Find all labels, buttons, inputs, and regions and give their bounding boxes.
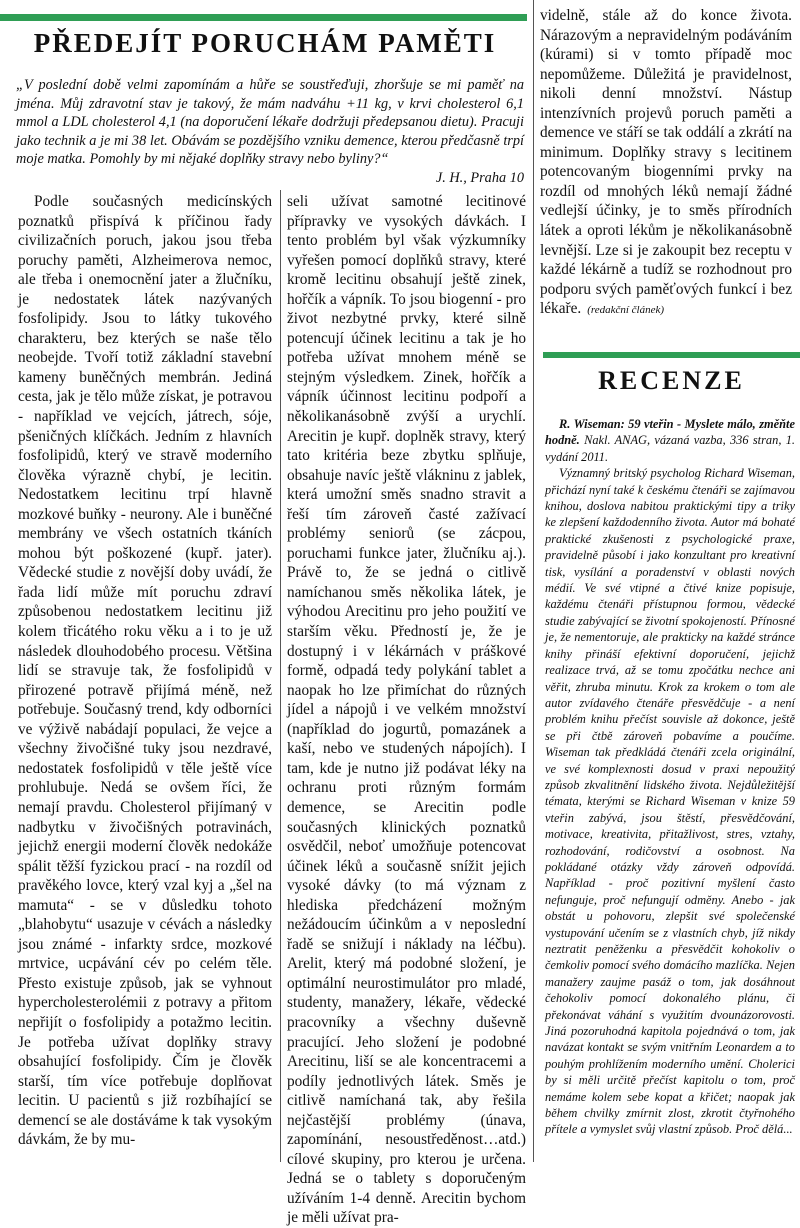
article-column-1-text: Podle současných medicínských poznatků přispívá k příčinou řady civilizačních poruch, jakou jsou třeba poruchy paměti, Alzheimerova nemoc, ale třeba i onemocnění jater a žlučníku, je nedostatek látek nazývaných fosfolipidy. Jsou to látky tukového charakteru, bez kterých se naše tělo neobejde. Tvoří totiž základní stavební kameny buněčných membrán. Jediná cesta, jak je tělo může získat, je potravou - například ve vejcích, játrech, sóje, pšeničných klíčkách. Jedním z hlavních fosfolipidů, který ve stravě moderního člověka výrazně chybí, je lecitin. Nedostatkem lecitinu trpí hlavně mozkové buňky - neurony. Ale i buněčné membrány ve všech ostatních tkáních mohou být poškozené (kupř. jater). Vědecké studie z novější doby uvádí, že řada lidí může mít poruchu zdraví způsobenou nedostatkem lecitinu již kolem třicátého roku věku a i to je už následek dlouhodobého procesu. Většina lidí se stravuje tak, že fosfolipidů v přirozené potravě přijímá méně, než potřebuje. Současný trend, kdy odborníci ve výživě nabádají populaci, že vejce a všechny živočišné tuky jsou nezdravé, nedostatek fosfolipidů v těle ještě více prohlubuje. Nedá se ovšem říci, že nemají pravdu. Cholesterol přijímaný v nadbytku v živočišných potravinách, jejichž energii moderní člověk nedokáže spálit těžší fyzickou prací - na rozdíl od pravěkého lovce, který vzal kyj a „šel na mamuta“ - se v důsledku tohoto „blahobytu“ usazuje v cévách a následky jsou známé - infarkty srdce, mozkové mrtvice, ucpávání cév po celém těle. Přesto existuje způsob, jak se vyhnout hypercholesterolémii z potravy a přitom nepřijít o fosfolipidy a potažmo lecitin. Je potřeba užívat doplňky stravy obsahující fosfolipidy. Čím je člověk starší, tím více potřebuje doplňovat lecitin. U pacientů s již rozbíhající se demencí se ale dostáváme k tak vysokým dávkám, že by mu- — [18, 193, 272, 1149]
column-divider — [280, 190, 281, 1162]
review-publisher: Nakl. ANAG, vázaná vazba, 336 stran, 1. vydání 2011. — [545, 433, 795, 464]
page-title: PŘEDEJÍT PORUCHÁM PAMĚTI — [33, 28, 497, 58]
article-column-3-text: videlně, stále až do konce života. Nárazovým a nepravidelným podáváním (kúrami) si v tomto případě moc nepomůžeme. Důležitá je pravidelnost, nikoli denní množství. Nástup intenzívních projevů poruch paměti a demence ve stáří se tak oddálí a zkrátí na minimum. Doplňky stravy s lecitinem potencovaným biogenními prvky na rozdíl od mnohých léků nemají žádné vedlejší účinky, je to směs přírodních látek a oproti lékům je několikanásobně levnější. Lze si je zakoupit bez receptu v každé lékárně a tudíž se rozhodnout pro podporu svých paměťových funkcí i bez lékaře. — [540, 7, 792, 318]
column-divider — [533, 0, 534, 1162]
article-column-1 — [18, 192, 272, 1150]
review-text: Významný britský psycholog Richard Wiseman, přichází nyní také k českému čtenáři se zajímavou knihou, doslova nabitou praktickými tipy a triky ke zlepšení každodenního života. Autor má bohaté praktické zkušenosti z psychologické praxe, pravidelně působí i jako konzultant pro kreativní tisk, vysílání a poradenství v oblasti nových médií. Ve své vtipné a čtivé knize popisuje, každému čtenáři přístupnou formou, vědecké studie zabývající se životní spokojeností. Přínosné je, že nementoruje, ale prakticky na každé stránce knihy přináší efektivní doporučení, jejichž realizace trvá, až se tomu zpočátku nechce ani věřit, zhruba minutu. Krok za krokem o tom ale autor zvídavého čtenáře přesvědčuje - a není problém knihu přečíst souvisle až dokonce, ještě se při čtbě zároveň pobavíme a poučíme. Wiseman tak předkládá čtenáři zcela originální, ve své komplexnosti dosud v praxi nepoužitý způsob zkvalitnění lidského života. Nejdůležitější témata, kterými se Richard Wiseman v knize 59 vteřin zabývá, jsou štěstí, přesvědčování, motivace, kreativita, přitažlivost, stres, vztahy, rozhodování, rodičovství a osobnost. Na pokládané otázky vždy zároveň odpovídá. Například - proč pozitivní myšlení často nefunguje, proč nefungují odměny. Anebo - jak obstát u pohovoru, zlepšit své společenské vystupování učením se z vlastních chyb, jíž nikdy neztratit peněženku a přesvědčit kohokoliv o čemkoliv pomocí svého domácího mazlíčka. Nejen manažery zaujme pasáž o tom, jak dosáhnout čehokoliv pomocí dokonalého plánu, či překonávat váhání s využitím dvounázorovosti. Jiná pozoruhodná kapitola pojednává o tom, jak navázat kontakt se svým vnitřním Leonardem a to pouhým prohlížením moderního umění. Cholerici by si měli určitě přečíst kapitolu o tom, proč nemáme kolem sebe kopat a křičet; naopak jak během chvilky zmírnit zlost, zkrotit čtyřnohého přítele a vymyslet svůj vlastní způsob. Proč dělá... — [545, 466, 795, 1137]
reader-question — [16, 76, 524, 188]
recenze-top-rule — [543, 352, 800, 358]
article-column-2-text: seli užívat samotné lecitinové přípravky ve vysokých dávkách. I tento problém byl však výzkumníky vyřešen pomocí doplňků stravy, které kromě lecitinu obsahují ještě zinek, hořčík a vápník. To jsou biogenní - pro život nezbytné prvky, které silně potencují účinek lecitinu a tak je ho potřeba užívat mnohem méně se stejným výsledkem. Zinek, hořčík a vápník účinnost lecitinu podpoří a několikanásobně zvýší a urychlí. Arecitin je kupř. doplněk stravy, který tato kritéria beze zbytku splňuje, obsahuje navíc ještě vlákninu z jablek, která umožní směs snadno stravit a řeší tím zároveň časté zažívací problémy seniorů (se zácpou, poruchami funkce jater, žlučníku aj.). Právě to, že se jedná o citlivě namíchanou směs několika látek, je výhodou Arecitinu pro jeho použití ve starším věku. Předností je, že je dostupný i v lékárnách v práškové formě, odpadá tedy polykání tablet a naopak ho lze přimíchat do různých jídel a nápojů i ve velkém množství (například do jogurtů, pomazánek a kaší, nebo ve studených nápojích). I tam, kde je nutno již podávat léky na ochranu proti různým formám demence, se Arecitin podle současných klinických poznatků osvědčil, neboť umožňuje potencovat účinek léků a současně snížit jejich vysoké dávky (to má význam z hlediska předcházení možným nežádoucím účinkům a v neposlední řadě se snižují i náklady na léčbu). Arelit, který má podobné složení, je optimální neurostimulátor pro mladé, studenty, manažery, lékaře, vědecké pracovníky a všechny duševně pracující. Jeho složení je podobné Arecitinu, liší se ale koncentracemi a podíly jednotlivých látek. Směs je citlivě namíchaná tak, aby řešila nejčastější problémy (únava, zapomínání, nesoustředěnost…atd.) cílové skupiny, pro kterou je určena. Jedná se o tablety s doporučeným užíváním 1-4 denně. Arecitin bychom je měli užívat pra- — [287, 193, 526, 1227]
review-section-title: RECENZE — [598, 366, 745, 395]
article-column-3 — [540, 6, 792, 321]
reader-signature: J. H., Praha 10 — [435, 169, 524, 186]
editorial-note: (redakční článek) — [587, 304, 665, 317]
review-book-title: R. Wiseman: 59 vteřin - Myslete málo, změňte hodně. — [545, 417, 795, 448]
article-column-2 — [287, 192, 526, 1228]
review-article — [545, 416, 795, 1138]
reader-question-text: „V poslední době velmi zapomínám a hůře se soustřeďuji, zhoršuje se mi paměť na jména. Můj zdravotní stav je takový, že mám nadváhu +11 kg, v krvi cholesterol 6,1 mmol a LDL cholesterol 4,1 (na doporučení lékaře dodržuji předepsanou dietu). Pracuji jako technik a je mi 38 let. Obávám se pozdějšího vzniku demence, kterou předčasně trpí moje matka. Pomohly by mi nějaké doplňky stravy nebo byliny?“ — [16, 77, 524, 168]
title-top-rule — [0, 14, 527, 21]
review-book-info — [545, 416, 795, 465]
